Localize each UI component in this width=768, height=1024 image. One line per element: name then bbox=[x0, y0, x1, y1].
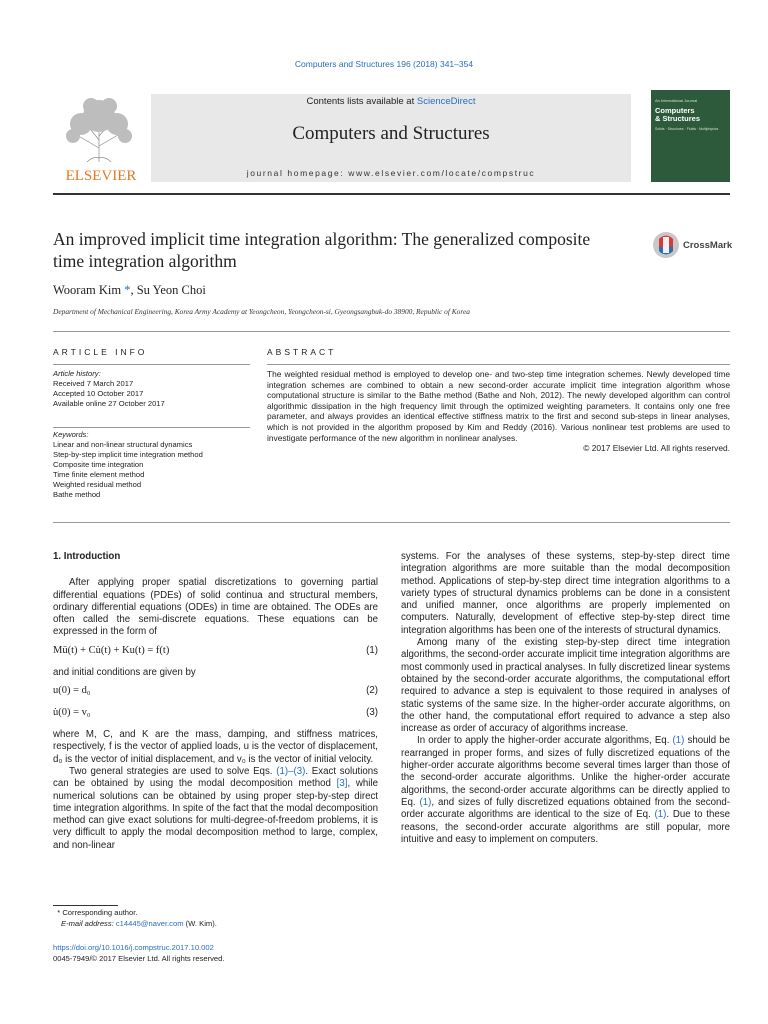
footnote-mark: * bbox=[57, 908, 61, 917]
corresponding-author-mark[interactable]: * bbox=[121, 283, 131, 297]
journal-cover-thumbnail[interactable] bbox=[651, 90, 730, 182]
article-info-heading: ARTICLE INFO bbox=[53, 347, 148, 357]
paragraph bbox=[401, 735, 730, 846]
equation-1-number: (1) bbox=[366, 644, 378, 656]
section-heading-introduction: 1. Introduction bbox=[53, 551, 121, 562]
keyword: Linear and non-linear structural dynamics bbox=[53, 440, 193, 449]
masthead-banner bbox=[151, 94, 631, 182]
elsevier-logo[interactable] bbox=[53, 90, 149, 186]
equation-2-body: u(0) = d₀ bbox=[53, 685, 91, 697]
citation-link[interactable]: [3] bbox=[336, 778, 348, 790]
email-owner: (W. Kim). bbox=[183, 918, 217, 928]
cover-title-line2: & Structures bbox=[655, 114, 701, 123]
equation-ref-link[interactable]: (1)–(3) bbox=[276, 765, 306, 777]
footnote-rule bbox=[53, 905, 118, 906]
equation-2-number: (2) bbox=[366, 685, 378, 697]
author-choi[interactable]: Su Yeon Choi bbox=[136, 283, 206, 297]
elsevier-wordmark: ELSEVIER bbox=[65, 168, 137, 184]
author-list bbox=[53, 283, 206, 298]
author-kim[interactable]: Wooram Kim bbox=[53, 283, 122, 297]
journal-masthead bbox=[53, 90, 730, 186]
equation-3 bbox=[53, 707, 378, 719]
article-title: An improved implicit time integration algorithm: The generalized composite time integration algorithm bbox=[53, 229, 591, 271]
text-run: should be rearranged in proper forms, and sizes of fully discretized equations of the higher-order accurate algorithms become several times larger than those of the second-order accurate algorithms. Unlike the higher-order accurate algorithms, the second-order accurate algorithms can be directly applied to Eq. bbox=[401, 735, 730, 808]
keyword: Composite time integration bbox=[53, 460, 144, 469]
keyword: Bathe method bbox=[53, 490, 101, 499]
equation-1 bbox=[53, 645, 378, 657]
history-label: Article history: bbox=[53, 369, 101, 378]
crossmark-icon bbox=[651, 229, 681, 261]
body-rule bbox=[53, 522, 730, 523]
footnote bbox=[53, 908, 378, 929]
history-online: Available online 27 October 2017 bbox=[53, 399, 165, 408]
paragraph: systems. For the analyses of these systems, step-by-step direct time integration algorithms are more suitable than the modal decomposition method. Applications of step-by-step direct time integration algorithms to a variety types of structural dynamics problems can be done in a consistent and unified manner, once algorithms are properly implemented on computers. Naturally, development of effective step-by-step direct time integration algorithms has been one of the interests of structural dynamics. bbox=[401, 551, 730, 636]
cover-subtitle: Solids · Structures · Fluids · Multiphysics bbox=[655, 127, 719, 131]
paragraph: After applying proper spatial discretizations to governing partial differential equations (PDEs) of solid continua and structural members, ordinary differential equations (ODEs) in time are obtained. The ODEs are often called the semi-discrete equations. These equations can be expressed in the form of bbox=[53, 577, 378, 638]
header-rule bbox=[53, 193, 730, 195]
keywords-label: Keywords: bbox=[53, 430, 89, 439]
sciencedirect-link[interactable]: ScienceDirect bbox=[416, 96, 476, 107]
equation-2 bbox=[53, 685, 378, 697]
text-run: . Due to these reasons, the second-order accurate algorithms are still popular, more intuitive and easy to implement on computers. bbox=[401, 809, 730, 845]
article-info-rule bbox=[53, 364, 250, 365]
contents-prefix: Contents lists available at bbox=[306, 96, 417, 107]
journal-title: Computers and Structures bbox=[292, 123, 490, 144]
paragraph: where M, C, and K are the mass, damping, and stiffness matrices, respectively, f is the vector of applied loads, u is the vector of displacement, d₀ is the vector of initial displacement, and v₀ is the vector of initial velocity. bbox=[53, 729, 378, 765]
keyword: Weighted residual method bbox=[53, 480, 142, 489]
history-received: Received 7 March 2017 bbox=[53, 379, 134, 388]
text-run: Two general strategies are used to solve Eqs. bbox=[69, 765, 277, 777]
email-label: E-mail address: bbox=[61, 918, 116, 928]
abstract-heading: ABSTRACT bbox=[267, 347, 337, 357]
affiliation-rule bbox=[53, 331, 730, 332]
affiliation: Department of Mechanical Engineering, Korea Army Academy at Yeongcheon, Yeongcheon-si, Gyeongsangbuk-do 38900, Republic of Korea bbox=[53, 307, 470, 316]
equation-1-body: Mü(t) + Cu̇(t) + Ku(t) = f(t) bbox=[53, 644, 170, 656]
abstract bbox=[267, 369, 730, 454]
keyword: Step-by-step implicit time integration method bbox=[53, 450, 203, 459]
text-run: , while numerical solutions can be obtained by using proper step-by-step direct time integration algorithms. In spite of the fact that the modal decomposition method can give exact solutions for multi-degree-of-freedom problems, it is very difficult to apply the modal decomposition method to large, complex, and non-linear bbox=[53, 778, 378, 851]
history-rule bbox=[53, 427, 250, 428]
history-accepted: Accepted 10 October 2017 bbox=[53, 389, 144, 398]
author-separator: , bbox=[130, 283, 137, 297]
text-run: In order to apply the higher-order accurate algorithms, Eq. bbox=[417, 735, 673, 747]
abstract-text: The weighted residual method is employed to develop one- and two-step time integration schemes. Newly developed time integration schemes are combined to obtain a new second-order accurate implicit time integration algorithm whose computational structure is similar to the Bathe method (Bathe and Noh, 2012). The newly developed algorithm can control algorithmic dissipation in the high frequency limit through the optimized weighting parameters. It contains only one free parameter, and always provides an identical effective stiffness matrix to the first and second sub-steps in linear analyses, which is not provided in the algorithm proposed by Kim and Reddy (2016). Various nonlinear test problems are used to investigate performance of the new algorithm in nonlinear analyses. bbox=[267, 369, 730, 443]
cover-title bbox=[655, 107, 700, 123]
article-history bbox=[53, 369, 250, 409]
equation-ref-link[interactable]: (1) bbox=[654, 809, 667, 821]
cover-title-line1: Computers bbox=[655, 106, 695, 115]
keywords bbox=[53, 430, 250, 500]
equation-3-body: u̇(0) = v₀ bbox=[53, 707, 91, 719]
text-run: . Exact solutions can be obtained by using the modal decomposition method bbox=[53, 765, 378, 790]
paragraph: and initial conditions are given by bbox=[53, 666, 196, 678]
paragraph: Among many of the existing step-by-step direct time integration algorithms, the second-order accurate implicit time integration algorithms are most commonly used in practical analyses. In fully discretized linear systems obtained by the second-order accurate algorithms, the computational effort required to advance a step is equivalent to those required in analyses of static systems of the same size. In the higher-order accurate algorithms, on the other hand, the computational effort required to advance a step also increase as order of accuracy of algorithms increase. bbox=[401, 637, 730, 735]
author-email-link[interactable]: c14445@naver.com bbox=[115, 918, 184, 928]
equation-3-number: (3) bbox=[366, 707, 378, 719]
equation-ref-link[interactable]: (1) bbox=[419, 796, 432, 808]
journal-homepage[interactable]: journal homepage: www.elsevier.com/locate/compstruc bbox=[246, 168, 536, 178]
contents-line bbox=[151, 96, 631, 107]
journal-reference[interactable]: Computers and Structures 196 (2018) 341–354 bbox=[294, 59, 474, 69]
cover-small-text: An International Journal bbox=[655, 98, 698, 103]
corresponding-author-note: Corresponding author. bbox=[62, 908, 138, 917]
abstract-copyright: © 2017 Elsevier Ltd. All rights reserved. bbox=[583, 443, 730, 454]
crossmark-badge[interactable] bbox=[651, 229, 739, 263]
body-column-right bbox=[401, 551, 730, 846]
text-run: , and sizes of fully discretized equations obtained from the second-order accurate algorithms are identical to the size of Eq. bbox=[401, 796, 731, 821]
crossmark-label: CrossMark bbox=[683, 240, 733, 251]
elsevier-tree-icon bbox=[53, 90, 149, 186]
keyword: Time finite element method bbox=[53, 470, 145, 479]
body-column-left bbox=[53, 551, 378, 852]
doi-link[interactable]: https://doi.org/10.1016/j.compstruc.2017.10.002 bbox=[53, 943, 214, 952]
doi-block bbox=[53, 943, 225, 964]
issn-copyright: 0045-7949/© 2017 Elsevier Ltd. All rights reserved. bbox=[53, 953, 225, 963]
paragraph bbox=[53, 766, 378, 852]
abstract-rule bbox=[267, 364, 730, 365]
equation-ref-link[interactable]: (1) bbox=[672, 735, 685, 747]
